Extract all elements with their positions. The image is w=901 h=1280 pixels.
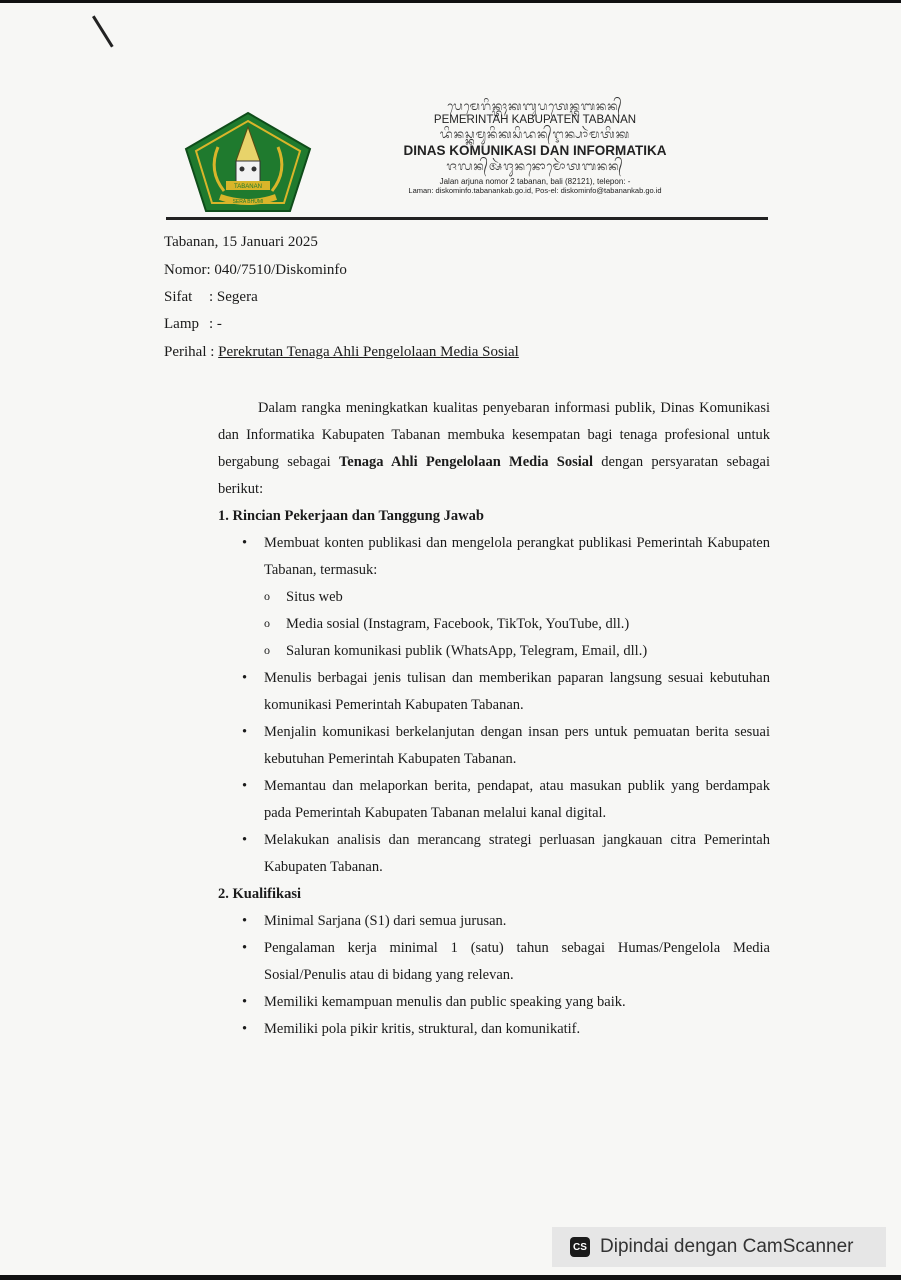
camscanner-watermark <box>552 1227 886 1267</box>
perihal-colon: : <box>206 344 219 360</box>
section-2-title: 2. Kualifikasi <box>218 886 301 902</box>
logo-label: TABANAN <box>234 184 262 190</box>
list-item: • Memiliki pola pikir kritis, struktural, dan komunikatif. <box>264 1016 770 1043</box>
perihal-label: Perihal <box>164 344 207 360</box>
agency-address: Jalan arjuna nomor 2 tabanan, bali (82121), telepon: - <box>439 177 631 186</box>
list-item: • Pengalaman kerja minimal 1 (satu) tahun sebagai Humas/Pengelola Media Sosial/Penulis atau di bidang yang relevan. <box>264 935 770 989</box>
pen-stroke-mark <box>92 15 114 47</box>
list-item-text: Membuat konten publikasi dan mengelola perangkat publikasi Pemerintah Kabupaten Tabanan, termasuk: <box>264 535 770 578</box>
tabanan-regency-emblem <box>184 111 312 213</box>
letter-number <box>164 262 347 279</box>
intro-position-title: Tenaga Ahli Pengelolaan Media Sosial <box>338 454 594 470</box>
letter-nature <box>164 289 258 306</box>
list-item: • Memantau dan melaporkan berita, pendapat, atau masukan publik yang berdampak pada Pemerintah Kabupaten Tabanan melalui kanal digital. <box>264 773 770 827</box>
camscanner-text: Dipindai dengan CamScanner <box>600 1236 854 1257</box>
publication-channels-list <box>264 584 770 665</box>
government-name: PEMERINTAH KABUPATEN TABANAN <box>433 114 637 126</box>
balinese-script-line-3: ᬚᬮᬦ᭄ᬅᬃᬚᬸᬦᬦᭀᬫᭀᬃᬢᬩᬦᬦ᭄ <box>446 159 624 173</box>
perihal-value: Perekrutan Tenaga Ahli Pengelolaan Media Sosial <box>218 344 519 360</box>
balinese-script-line-2: ᬤᬶᬦᬲ᭄ᬓᬫᬸᬦᬶᬓᬲᬶᬤᬦ᭄ᬇᬦ᭄ᬧᬵᬃᬫᬢᬶᬓ <box>439 127 631 141</box>
list-item: • Memiliki kemampuan menulis dan public speaking yang baik. <box>264 989 770 1016</box>
sub-list-item: o Media sosial (Instagram, Facebook, TikTok, YouTube, dll.) <box>286 611 770 638</box>
letterhead-divider <box>166 217 768 220</box>
letter-body <box>218 395 770 1043</box>
sub-list-item: o Situs web <box>286 584 770 611</box>
intro-text-end: dengan persyaratan sebagai berikut: <box>218 454 770 497</box>
list-item: • Menulis berbagai jenis tulisan dan memberikan paparan langsung sesuai kebutuhan komunikasi Pemerintah Kabupaten Tabanan. <box>264 665 770 719</box>
letter-attachment <box>164 316 222 333</box>
camscanner-icon: CS <box>570 1237 590 1257</box>
list-item: • Menjalin komunikasi berkelanjutan dengan insan pers untuk pemuatan berita sesuai kebutuhan Pemerintah Kabupaten Tabanan. <box>264 719 770 773</box>
nomor-value: : 040/7510/Diskominfo <box>206 262 347 278</box>
section-1-list <box>218 530 770 881</box>
balinese-script-line-1: ᬧᬾᬫᬾᬭᬶᬦ᭄ᬢᬄᬓᬩᬸᬧᬢᬾᬦ᭄ᬢᬩᬦᬦ᭄ <box>447 99 623 113</box>
sifat-label: Sifat <box>164 289 193 305</box>
section-1-title: 1. Rincian Pekerjaan dan Tanggung Jawab <box>218 508 484 524</box>
letterhead <box>340 99 730 195</box>
nomor-label: Nomor <box>164 262 207 278</box>
list-item: • Melakukan analisis dan merancang strategi perluasan jangkauan citra Pemerintah Kabupaten Tabanan. <box>264 827 770 881</box>
sifat-value: : Segera <box>209 289 258 305</box>
letter-subject <box>164 344 519 361</box>
list-item <box>264 530 770 665</box>
agency-name: DINAS KOMUNIKASI DAN INFORMATIKA <box>403 143 667 158</box>
intro-text-start: Dalam rangka meningkatkan kualitas penyebaran informasi publik, Dinas Komunikasi dan Informatika Kabupaten Tabanan membuka kesempatan bagi tenaga profesional untuk bergabung sebagai <box>218 400 770 470</box>
sub-list-item: o Saluran komunikasi publik (WhatsApp, Telegram, Email, dll.) <box>286 638 770 665</box>
list-item: • Minimal Sarjana (S1) dari semua jurusan. <box>264 908 770 935</box>
agency-web-email: Laman: diskominfo.tabanankab.go.id, Pos-el: diskominfo@tabanankab.go.id <box>408 186 662 195</box>
place-date: Tabanan, 15 Januari 2025 <box>164 234 318 250</box>
lamp-value: : - <box>209 316 222 332</box>
lamp-label: Lamp <box>164 316 199 332</box>
document-page <box>0 3 901 1275</box>
logo-motto: SERA BHUMI <box>232 199 264 205</box>
intro-paragraph <box>218 395 770 503</box>
section-2-list <box>218 908 770 1043</box>
